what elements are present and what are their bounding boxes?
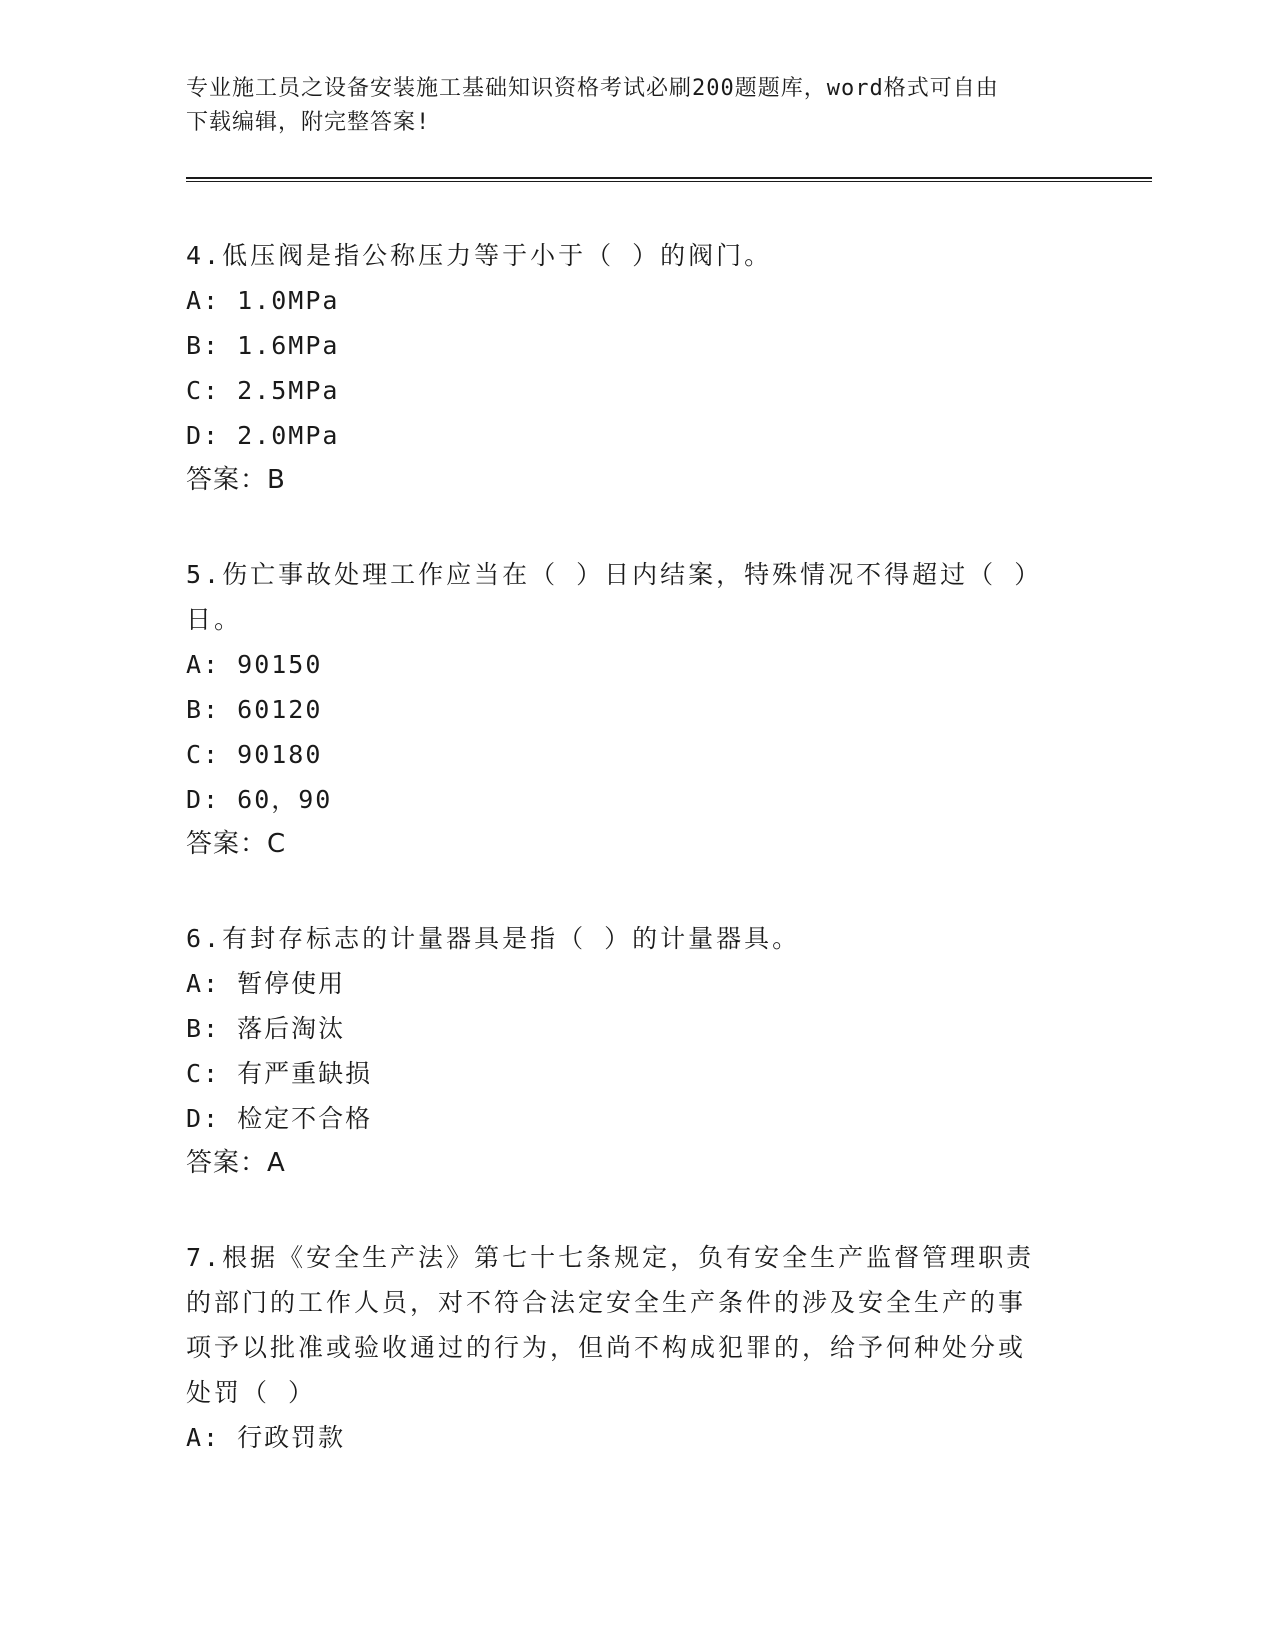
question-text: 4.低压阀是指公称压力等于小于（ ）的阀门。 (186, 241, 773, 270)
option-d: D: 60，90 (186, 785, 333, 814)
header-line-2: 下载编辑，附完整答案! (186, 110, 431, 135)
question-text: 的部门的工作人员，对不符合法定安全生产条件的涉及安全生产的事 (186, 1288, 1027, 1317)
option-c: C: 2.5MPa (186, 376, 340, 405)
header-line-1: 专业施工员之设备安装施工基础知识资格考试必刷200题题库，word格式可自由 (186, 76, 999, 101)
question-text: 6.有封存标志的计量器具是指（ ）的计量器具。 (186, 924, 801, 953)
question-text: 项予以批准或验收通过的行为，但尚不构成犯罪的，给予何种处分或 (186, 1333, 1027, 1362)
question-6 (186, 916, 1066, 1185)
header-divider-thick (186, 177, 1152, 179)
question-5 (186, 552, 1066, 866)
question-text: 5.伤亡事故处理工作应当在（ ）日内结案，特殊情况不得超过（ ） (186, 560, 1043, 589)
document-header (186, 72, 1066, 140)
question-text: 处罚（ ） (186, 1378, 317, 1407)
answer-label: 答案：A (186, 1148, 286, 1178)
option-b: B: 落后淘汰 (186, 1014, 346, 1043)
question-4 (186, 233, 1066, 502)
option-c: C: 90180 (186, 740, 323, 769)
option-d: D: 检定不合格 (186, 1104, 373, 1133)
option-c: C: 有严重缺损 (186, 1059, 373, 1088)
question-text: 7.根据《安全生产法》第七十七条规定，负有安全生产监督管理职责 (186, 1243, 1035, 1272)
answer-label: 答案：B (186, 465, 286, 495)
option-b: B: 60120 (186, 695, 323, 724)
option-d: D: 2.0MPa (186, 421, 340, 450)
question-text: 日。 (186, 605, 243, 634)
option-b: B: 1.6MPa (186, 331, 340, 360)
option-a: A: 90150 (186, 650, 323, 679)
question-7 (186, 1235, 1066, 1460)
option-a: A: 暂停使用 (186, 969, 346, 998)
header-divider-thin (186, 181, 1152, 182)
option-a: A: 行政罚款 (186, 1423, 346, 1452)
option-a: A: 1.0MPa (186, 286, 340, 315)
answer-label: 答案：C (186, 829, 287, 859)
